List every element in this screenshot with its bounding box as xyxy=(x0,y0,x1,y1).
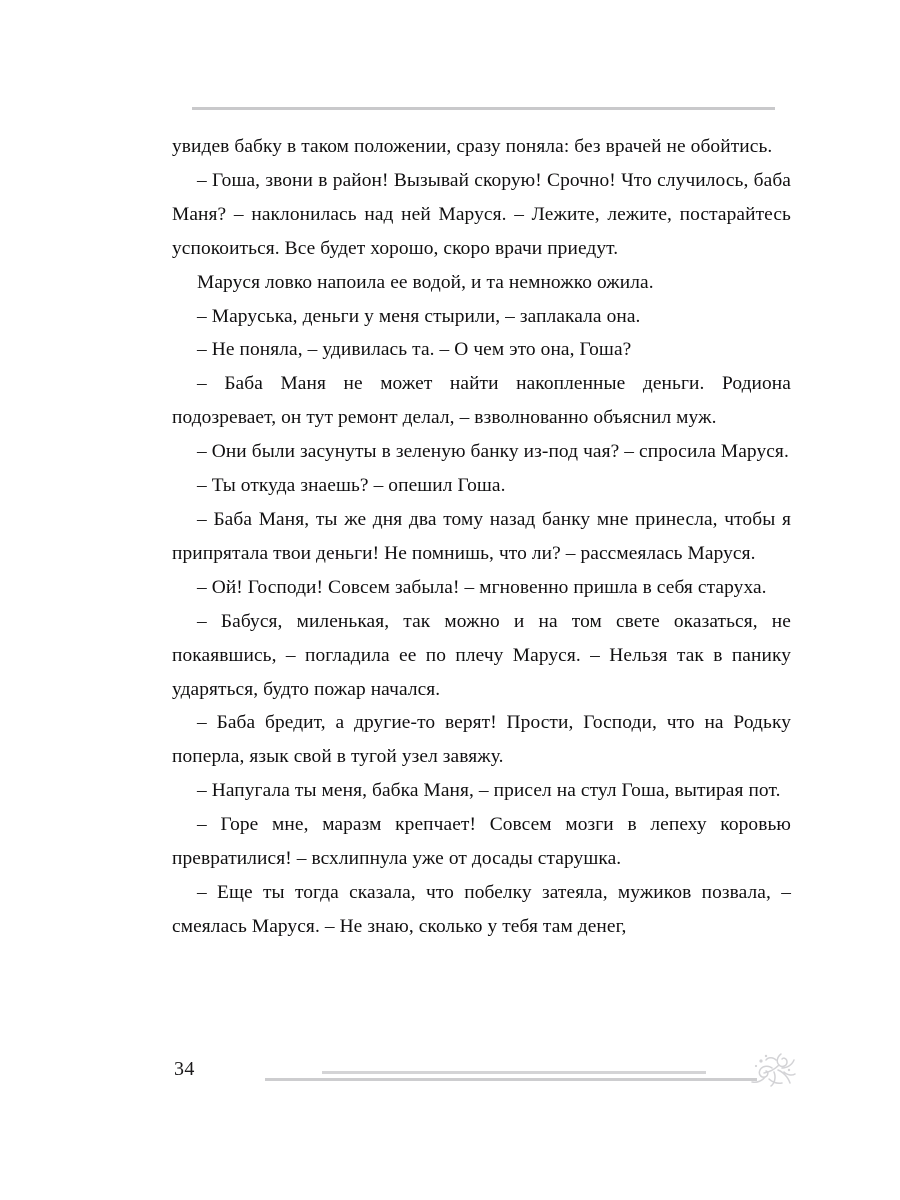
page-footer xyxy=(0,1040,900,1110)
paragraph: – Не поняла, – удивилась та. – О чем это она, Гоша? xyxy=(197,339,632,361)
paragraph: – Они были засунуты в зеленую банку из-под чая? – спросила Маруся. xyxy=(197,441,789,463)
header-rule xyxy=(192,107,775,110)
footer-rule-upper xyxy=(322,1071,706,1074)
floral-flourish-ornament xyxy=(748,1048,796,1094)
paragraph: – Баба бредит, а другие-то верят! Прости, Господи, что на Родьку поперла, язык свой в тугой узел завяжу. xyxy=(172,712,791,768)
paragraph: – Гоша, звони в район! Вызывай скорую! Срочно! Что случилось, баба Маня? – наклонилась над ней Маруся. – Лежите, лежите, постарайтесь успокоиться. Все будет хорошо, скоро врачи приедут. xyxy=(172,169,791,259)
footer-rule-lower xyxy=(265,1078,757,1081)
paragraph: – Еще ты тогда сказала, что побелку затеяла, мужиков позвала, – смеялась Маруся. – Не знаю, сколько у тебя там денег, xyxy=(172,881,791,937)
paragraph: – Горе мне, маразм крепчает! Совсем мозги в лепеху коровью превратилися! – всхлипнула уже от досады старушка. xyxy=(172,814,791,870)
paragraph: – Бабуся, миленькая, так можно и на том свете оказаться, не покаявшись, – погладила ее по плечу Маруся. – Нельзя так в панику ударяться, будто пожар начался. xyxy=(172,610,791,700)
paragraph: – Маруська, деньги у меня стырили, – заплакала она. xyxy=(197,305,641,327)
paragraph: увидев бабку в таком положении, сразу поняла: без врачей не обойтись. xyxy=(172,136,773,157)
paragraph: – Напугала ты меня, бабка Маня, – присел на стул Гоша, вытирая пот. xyxy=(197,780,781,802)
paragraph: Маруся ловко напоила ее водой, и та немножко ожила. xyxy=(197,271,654,293)
paragraph: – Ты откуда знаешь? – опешил Гоша. xyxy=(197,475,506,497)
paragraph: – Баба Маня не может найти накопленные деньги. Родиона подозревает, он тут ремонт делал, – взволнованно объяснил муж. xyxy=(172,373,791,429)
page-number: 34 xyxy=(174,1058,195,1080)
page-text-block xyxy=(172,130,791,944)
paragraph: – Баба Маня, ты же дня два тому назад банку мне принесла, чтобы я припрятала твои деньги! Не помнишь, что ли? – рассмеялась Маруся. xyxy=(172,508,791,564)
paragraph: – Ой! Господи! Совсем забыла! – мгновенно пришла в себя старуха. xyxy=(197,576,767,598)
